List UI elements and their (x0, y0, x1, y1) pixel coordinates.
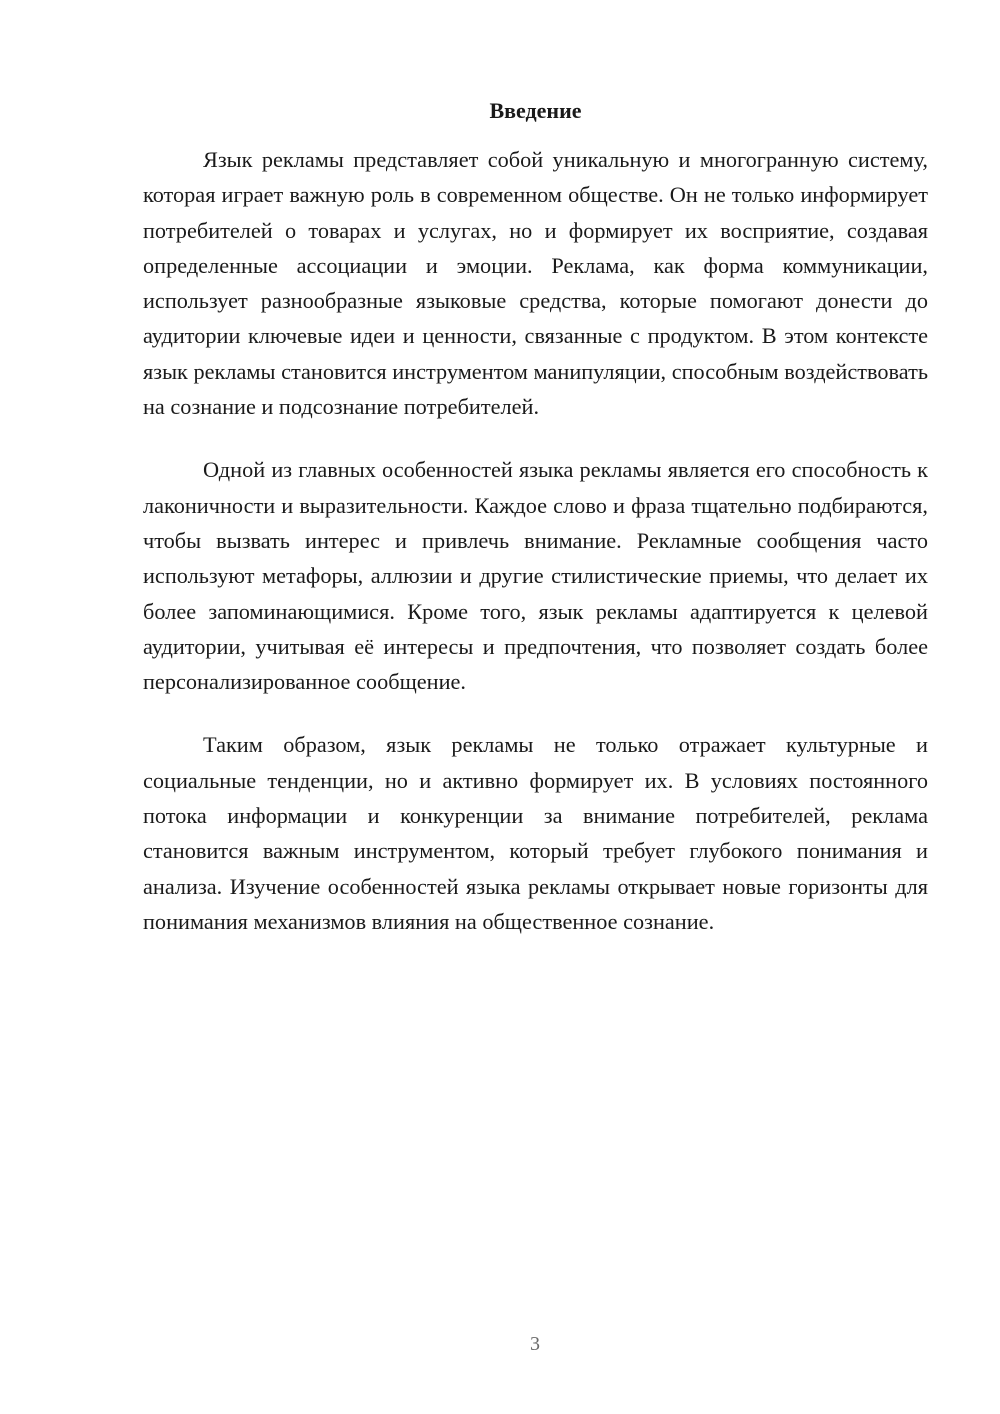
paragraph-3: Таким образом, язык рекламы не только отражает культурные и социальные тенденции, но и активно формирует их. В условиях постоянного потока информации и конкуренции за внимание потребителей, реклама становится важным инструментом, который требует глубокого понимания и анализа. Изучение особенностей языка рекламы открывает новые горизонты для понимания механизмов влияния на общественное сознание. (143, 732, 928, 934)
section-heading: Введение (489, 98, 582, 123)
page-number: 3 (530, 1333, 540, 1355)
paragraph-2: Одной из главных особенностей языка рекламы является его способность к лаконичности и выразительности. Каждое слово и фраза тщательно подбираются, чтобы вызвать интерес и привлечь внимание. Рекламные сообщения часто используют метафоры, аллюзии и другие стилистические приемы, что делает их более запоминающимися. Кроме того, язык рекламы адаптируется к целевой аудитории, учитывая её интересы и предпочтения, что позволяет создать более персонализированное сообщение. (143, 457, 928, 695)
body-text (143, 142, 928, 967)
paragraph-1: Язык рекламы представляет собой уникальную и многогранную систему, которая играет важную роль в современном обществе. Он не только информирует потребителей о товарах и услугах, но и формирует их восприятие, создавая определенные ассоциации и эмоции. Реклама, как форма коммуникации, использует разнообразные языковые средства, которые помогают донести до аудитории ключевые идеи и ценности, связанные с продуктом. В этом контексте язык рекламы становится инструментом манипуляции, способным воздействовать на сознание и подсознание потребителей. (143, 147, 928, 420)
